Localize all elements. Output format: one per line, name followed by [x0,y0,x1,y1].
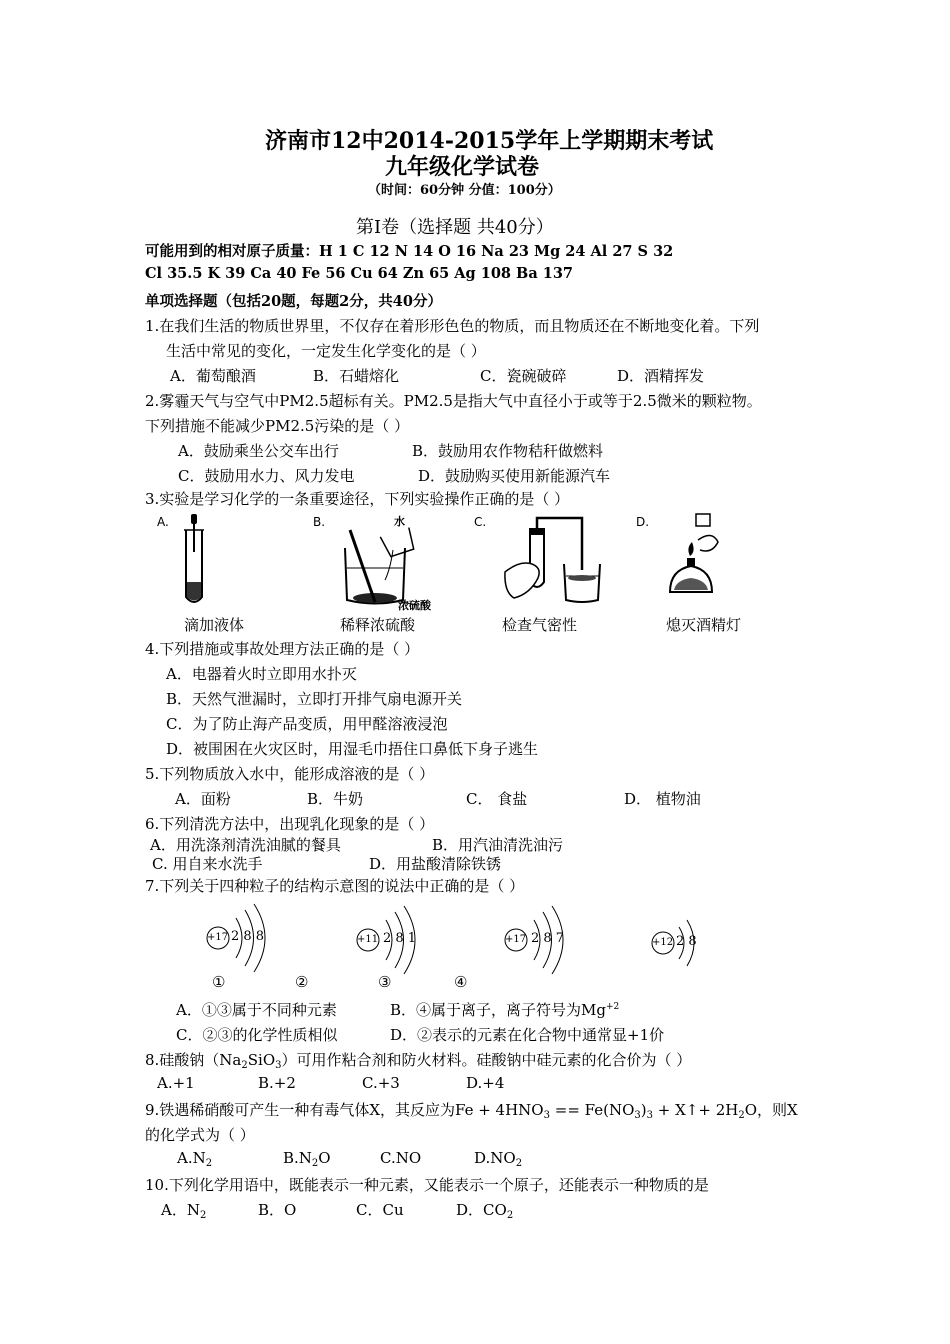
q1-option-c: C．瓷碗破碎 [480,367,567,385]
particle-2-nucleus: +11 [357,934,379,945]
title-line1: 济南市12中2014-2015学年上学期期末考试 [265,128,714,154]
q2-option-a: A．鼓励乘坐公交车出行 [178,442,339,460]
q1-option-d: D．酒精挥发 [617,367,705,385]
q3-letter-d: D. [636,515,650,529]
q8-stem: 8.硅酸钠$(Na_2SiO_3)$可用作粘合剂和防火材料。硅酸钠中硅元素的化合价为（ ） [145,1051,692,1071]
atomic-masses-line2: Cl 35.5 K 39 Ca 40 Fe 56 Cu 64 Zn 65 Ag 108 Ba 137 [145,265,574,282]
q3-caption-a: 滴加液体 [184,616,245,634]
q4-option-a: A．电器着火时立即用水扑灭 [166,665,357,683]
particle-3-nucleus: +17 [505,934,527,945]
q10-option-d: D．$CO_2$ [456,1201,514,1221]
q2-stem-line1: 2.雾霾天气与空气中PM2.5超标有关。PM2.5是指大气中直径小于或等于2.5微米的颗粒物。 [145,392,762,410]
q3-letter-a: A. [157,515,169,529]
q9-stem-line1: 9.铁遇稀硝酸可产生一种有毒气体X，其反应为$Fe + 4HNO_3 == Fe(NO_3)_3$ + X↑+ $2H_2O$，则X [145,1101,798,1121]
q8-option-b: B.+2 [258,1074,296,1092]
q3-letter-c: C. [474,515,487,529]
section-heading: 第Ⅰ卷（选择题 共40分） [356,217,554,238]
atomic-masses-line1: 可能用到的相对原子质量：H 1 C 12 N 14 O 16 Na 23 Mg 24 Al 27 S 32 [145,243,674,260]
particle-label-4: ④ [454,973,468,991]
q2-option-b: B．鼓励用农作物秸秆做燃料 [412,442,604,460]
q3-caption-b: 稀释浓硫酸 [340,616,416,634]
q3-caption-d: 熄灭酒精灯 [666,616,742,634]
q9-option-d: $D.NO_2$ [474,1149,523,1169]
q1-stem-line1: 1.在我们生活的物质世界里，不仅存在着形形色色的物质，而且物质还在不断地变化着。下列 [145,317,760,335]
dilute-acid-image [335,510,445,610]
q1-option-b: B．石蜡熔化 [313,367,400,385]
q4-option-c: C．为了防止海产品变质，用甲醛溶液浸泡 [166,715,448,733]
particle-4-nucleus: +12 [652,937,674,948]
exam-time-info: （时间：60分钟 分值：100分） [368,183,561,198]
q9-option-c: C.NO [380,1149,422,1167]
q6-stem: 6.下列清洗方法中，出现乳化现象的是（ ） [145,815,435,833]
q10-option-c: C．Cu [356,1201,404,1219]
q2-option-d: D．鼓励购买使用新能源汽车 [418,467,611,485]
particle-2-shells: 2 8 1 [383,931,417,946]
acid-label: 浓硫酸 [398,599,431,612]
q3-letter-b: B. [313,515,326,529]
q8-option-d: D.+4 [466,1074,505,1092]
q5-option-b: B．牛奶 [307,790,364,808]
particle-label-1: ① [212,973,226,991]
q3-stem: 3.实验是学习化学的一条重要途径，下列实验操作正确的是（ ） [145,490,570,508]
alcohol-lamp-image [660,510,730,605]
q8-option-c: C.+3 [362,1074,400,1092]
q10-option-b: B．O [258,1201,297,1219]
q5-option-c: C． 食盐 [466,790,528,808]
q7-option-b: B．④属于离子，离子符号为$Mg^{+2}$ [390,1001,620,1019]
q10-stem: 10.下列化学用语中，既能表示一种元素，又能表示一个原子，还能表示一种物质的是 [145,1176,709,1194]
title-line2: 九年级化学试卷 [385,154,540,180]
q9-option-a: $A.N_2$ [177,1149,213,1169]
q5-option-d: D． 植物油 [624,790,701,808]
q5-option-a: A．面粉 [175,790,231,808]
water-label: 水 [394,515,405,528]
dropper-test-tube-image [175,512,215,607]
q8-option-a: A.+1 [157,1074,195,1092]
particle-4-shells: 2 8 [676,934,697,949]
q1-option-a: A．葡萄酿酒 [170,367,256,385]
q2-stem-line2: 下列措施不能减少PM2.5污染的是（ ） [145,417,410,435]
airtightness-check-image [500,512,615,607]
q7-option-c: C．②③的化学性质相似 [176,1026,338,1044]
q1-stem-line2: 生活中常见的变化，一定发生化学变化的是（ ） [166,342,486,360]
q7-stem: 7.下列关于四种粒子的结构示意图的说法中正确的是（ ） [145,877,525,895]
q9-stem-line2: 的化学式为（ ） [145,1126,255,1144]
particle-1-nucleus: +17 [207,932,229,943]
particle-3-shells: 2 8 7 [531,931,565,946]
q7-option-d: D．②表示的元素在化合物中通常显+1价 [390,1026,665,1044]
particle-1-shells: 2 8 8 [231,929,265,944]
instructions: 单项选择题（包括20题，每题2分，共40分） [145,293,442,310]
q6-option-a: A．用洗涤剂清洗油腻的餐具 [150,836,341,854]
q6-option-b: B．用汽油清洗油污 [432,836,564,854]
particle-label-3: ③ [378,973,392,991]
q3-caption-c: 检查气密性 [502,616,578,634]
q4-option-d: D．被围困在火灾区时，用湿毛巾捂住口鼻低下身子逃生 [166,740,539,758]
q4-option-b: B．天然气泄漏时，立即打开排气扇电源开关 [166,690,463,708]
q6-option-c: C. 用自来水洗手 [152,855,263,873]
q10-option-a: A．$N_2$ [161,1201,207,1221]
q9-option-b: $B.N_2O$ [283,1149,331,1169]
particle-label-2: ② [295,973,309,991]
q5-stem: 5.下列物质放入水中，能形成溶液的是（ ） [145,765,435,783]
q6-option-d: D．用盐酸清除铁锈 [369,855,502,873]
q7-option-a: A．①③属于不同种元素 [176,1001,337,1019]
q2-option-c: C．鼓励用水力、风力发电 [178,467,355,485]
q4-stem: 4.下列措施或事故处理方法正确的是（ ） [145,640,420,658]
